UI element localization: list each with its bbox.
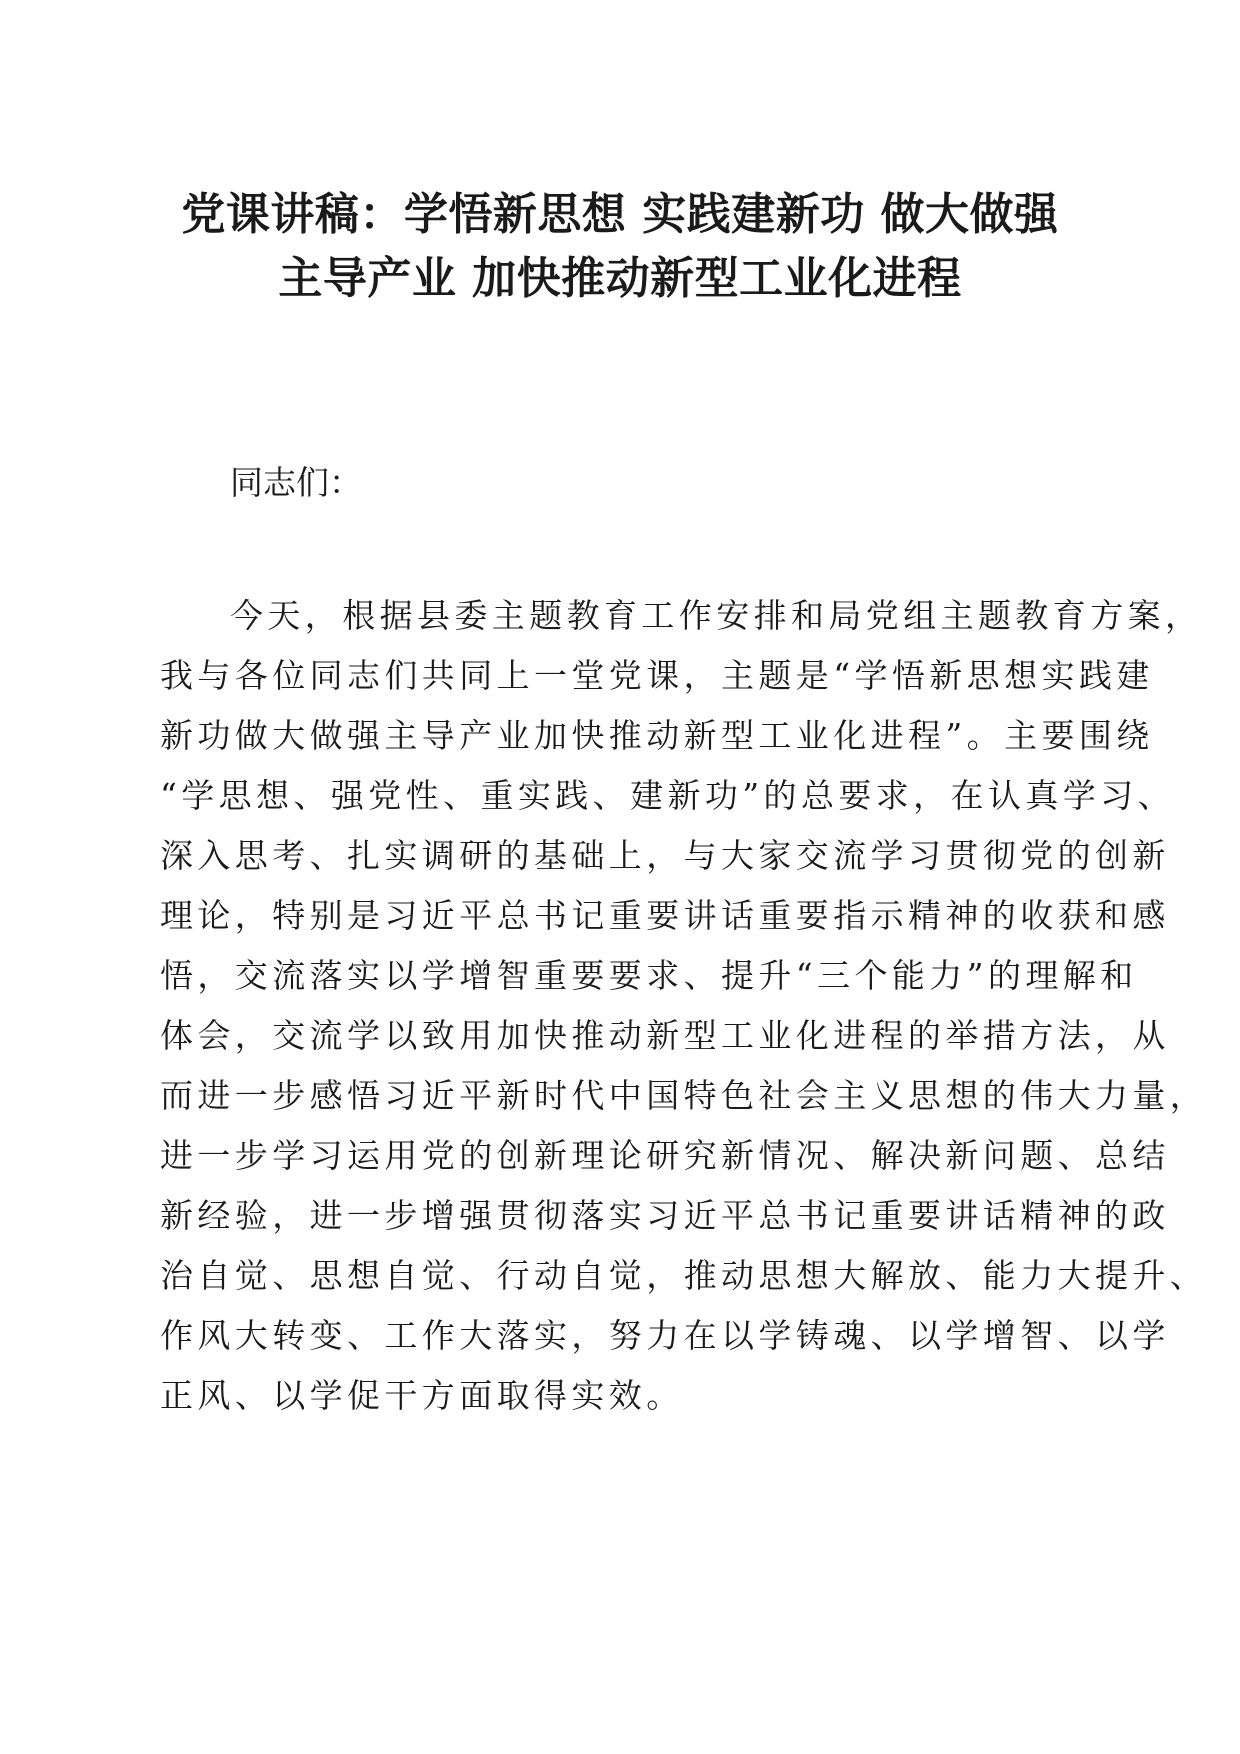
body-line: 正风、以学促干方面取得实效。 (160, 1376, 684, 1415)
body-line: 今天，根据县委主题教育工作安排和局党组主题教育方案， (230, 596, 1203, 635)
body-line: 治自觉、思想自觉、行动自觉，推动思想大解放、能力大提升、 (160, 1256, 1208, 1295)
body-line: 作风大转变、工作大落实，努力在以学铸魂、以学增智、以学 (160, 1316, 1170, 1355)
document-title (100, 183, 1140, 311)
body-line: 理论，特别是习近平总书记重要讲话重要指示精神的收获和感 (160, 896, 1170, 935)
body-line: 体会，交流学以致用加快推动新型工业化进程的举措方法，从 (160, 1016, 1170, 1055)
body-line: 新功做大做强主导产业加快推动新型工业化进程”。主要围绕 (160, 716, 1154, 755)
body-line: 而进一步感悟习近平新时代中国特色社会主义思想的伟大力量， (160, 1076, 1208, 1115)
body-line: 新经验，进一步增强贯彻落实习近平总书记重要讲话精神的政 (160, 1196, 1170, 1235)
body-paragraph (160, 586, 1208, 1426)
title-line-2: 主导产业 加快推动新型工业化进程 (278, 253, 962, 304)
body-line: 我与各位同志们共同上一堂党课，主题是“学悟新思想实践建 (160, 656, 1154, 695)
body-line: 深入思考、扎实调研的基础上，与大家交流学习贯彻党的创新 (160, 836, 1170, 875)
body-line: 悟，交流落实以学增智重要要求、提升“三个能力”的理解和 (160, 956, 1138, 995)
body-line: “学思想、强党性、重实践、建新功”的总要求，在认真学习、 (160, 776, 1175, 815)
body-line: 进一步学习运用党的创新理论研究新情况、解决新问题、总结 (160, 1136, 1170, 1175)
title-line-1: 党课讲稿：学悟新思想 实践建新功 做大做强 (181, 189, 1059, 240)
salutation: 同志们： (230, 463, 362, 502)
